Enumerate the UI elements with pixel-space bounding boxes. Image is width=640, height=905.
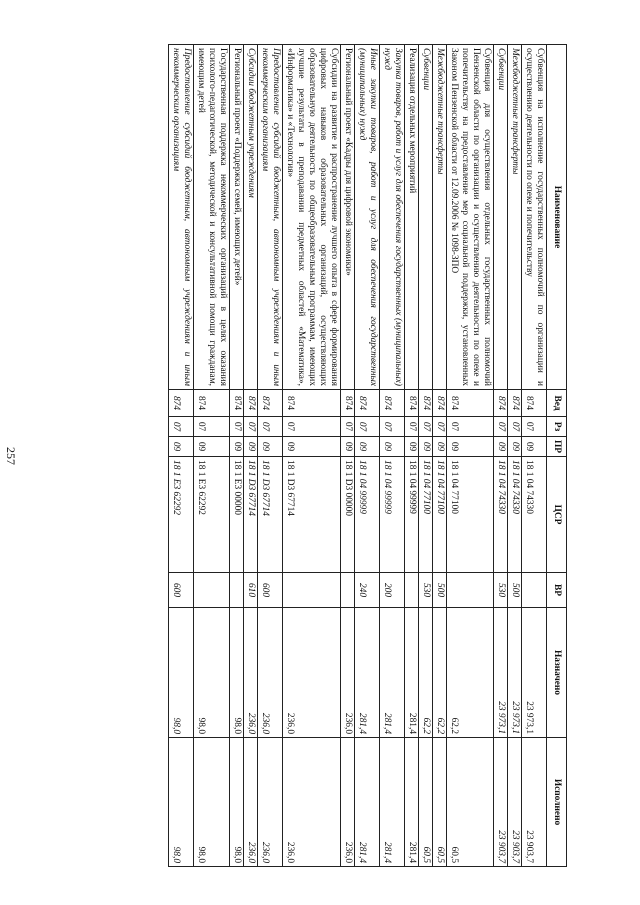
header-executed: Исполнено xyxy=(547,738,567,867)
row-vr xyxy=(341,573,355,608)
row-ved: 874 xyxy=(230,390,244,417)
row-ved: 874 xyxy=(355,390,380,417)
row-pr: 09 xyxy=(194,437,230,457)
row-executed: 236,0 xyxy=(341,738,355,867)
row-name: Межбюджетные трансферты xyxy=(433,45,447,390)
row-name: Субсидии на развитие и распространение лучшего опыта в сфере формирования цифровых навыков образовательных организаций, осуществляющих образовательную деятельность по общеобразовательным программам, имеющих лучшие результаты в преподавании предметных областей «Математика», «Информатика» и «Технология» xyxy=(283,45,341,390)
row-pr: 09 xyxy=(230,437,244,457)
row-vr xyxy=(405,573,419,608)
table-row xyxy=(380,45,405,867)
row-pr: 09 xyxy=(433,437,447,457)
row-rz: 07 xyxy=(522,417,547,437)
row-name: Предоставление субсидий бюджетным, автономным учреждениям и иным некоммерческим организациям xyxy=(258,45,283,390)
row-vr xyxy=(283,573,341,608)
row-executed: 236,0 xyxy=(258,738,283,867)
header-pr: ПР xyxy=(547,437,567,457)
row-executed: 281,4 xyxy=(405,738,419,867)
row-assigned: 281,4 xyxy=(355,608,380,738)
row-name: Государственная поддержка некоммерческих организаций в целях оказания психолого-педагогической, методической и консультативной помощи гражданам, имеющим детей xyxy=(194,45,230,390)
row-vr xyxy=(230,573,244,608)
row-csr: 18 1 D3 00000 xyxy=(341,457,355,573)
row-name: Межбюджетные трансферты xyxy=(508,45,522,390)
row-pr: 09 xyxy=(522,437,547,457)
row-pr: 09 xyxy=(508,437,522,457)
row-rz: 07 xyxy=(169,417,194,437)
row-ved: 874 xyxy=(419,390,433,417)
table-header-row xyxy=(547,45,567,867)
row-pr: 09 xyxy=(258,437,283,457)
row-csr: 18 1 04 74330 xyxy=(522,457,547,573)
table-row xyxy=(405,45,419,867)
row-assigned: 23 973,1 xyxy=(522,608,547,738)
row-vr: 530 xyxy=(419,573,433,608)
row-assigned: 62,2 xyxy=(433,608,447,738)
row-assigned: 236,0 xyxy=(244,608,258,738)
row-rz: 07 xyxy=(494,417,508,437)
row-name: Субвенция на исполнение государственных полномочий по организации и осуществлению деятельности по опеке и попечительству xyxy=(522,45,547,390)
header-vr: ВР xyxy=(547,573,567,608)
row-ved: 874 xyxy=(194,390,230,417)
row-executed: 60,5 xyxy=(419,738,433,867)
table-row xyxy=(522,45,547,867)
row-executed: 60,5 xyxy=(433,738,447,867)
row-name: Предоставление субсидий бюджетным, автономным учреждениям и иным некоммерческим организациям xyxy=(169,45,194,390)
row-name: Субвенции xyxy=(494,45,508,390)
row-ved: 874 xyxy=(283,390,341,417)
table-row xyxy=(194,45,230,867)
row-vr: 500 xyxy=(433,573,447,608)
row-pr: 09 xyxy=(283,437,341,457)
row-pr: 09 xyxy=(244,437,258,457)
row-name: Реализация отдельных мероприятий xyxy=(405,45,419,390)
row-vr xyxy=(447,573,494,608)
budget-table xyxy=(168,44,567,867)
row-rz: 07 xyxy=(258,417,283,437)
row-assigned: 62,2 xyxy=(419,608,433,738)
table-row xyxy=(508,45,522,867)
row-csr: 18 1 04 99999 xyxy=(405,457,419,573)
row-rz: 07 xyxy=(230,417,244,437)
header-name: Наименование xyxy=(547,45,567,390)
row-ved: 874 xyxy=(508,390,522,417)
row-rz: 07 xyxy=(508,417,522,437)
row-pr: 09 xyxy=(380,437,405,457)
row-rz: 07 xyxy=(419,417,433,437)
row-executed: 60,5 xyxy=(447,738,494,867)
row-ved: 874 xyxy=(380,390,405,417)
row-csr: 18 1 E3 00000 xyxy=(230,457,244,573)
row-vr xyxy=(522,573,547,608)
header-rz: Рз xyxy=(547,417,567,437)
row-vr xyxy=(194,573,230,608)
row-vr: 530 xyxy=(494,573,508,608)
row-ved: 874 xyxy=(169,390,194,417)
row-executed: 23 903,7 xyxy=(508,738,522,867)
table-row xyxy=(230,45,244,867)
page-number: 257 xyxy=(4,447,18,465)
row-assigned: 23 973,1 xyxy=(494,608,508,738)
row-assigned: 62,2 xyxy=(447,608,494,738)
row-executed: 281,4 xyxy=(355,738,380,867)
row-name: Иные закупки товаров, работ и услуг для обеспечения государственных (муниципальных) нужд xyxy=(355,45,380,390)
row-executed: 236,0 xyxy=(283,738,341,867)
table-row xyxy=(494,45,508,867)
row-rz: 07 xyxy=(355,417,380,437)
header-ved: Вед xyxy=(547,390,567,417)
row-pr: 09 xyxy=(405,437,419,457)
row-assigned: 98,0 xyxy=(194,608,230,738)
row-csr: 18 1 E3 62292 xyxy=(169,457,194,573)
row-vr: 610 xyxy=(244,573,258,608)
table-row xyxy=(283,45,341,867)
table-row xyxy=(355,45,380,867)
row-name: Субсидии бюджетным учреждениям xyxy=(244,45,258,390)
row-rz: 07 xyxy=(194,417,230,437)
row-csr: 18 1 04 74330 xyxy=(494,457,508,573)
row-pr: 09 xyxy=(169,437,194,457)
row-rz: 07 xyxy=(341,417,355,437)
row-ved: 874 xyxy=(258,390,283,417)
rotated-table-container xyxy=(115,44,567,866)
row-csr: 18 1 04 99999 xyxy=(380,457,405,573)
row-ved: 874 xyxy=(405,390,419,417)
row-assigned: 236,0 xyxy=(258,608,283,738)
row-ved: 874 xyxy=(447,390,494,417)
header-assigned: Назначено xyxy=(547,608,567,738)
row-pr: 09 xyxy=(447,437,494,457)
row-assigned: 236,0 xyxy=(283,608,341,738)
table-row xyxy=(419,45,433,867)
row-rz: 07 xyxy=(433,417,447,437)
row-rz: 07 xyxy=(380,417,405,437)
table-row xyxy=(244,45,258,867)
table-row xyxy=(258,45,283,867)
row-pr: 09 xyxy=(419,437,433,457)
row-rz: 07 xyxy=(283,417,341,437)
row-vr: 240 xyxy=(355,573,380,608)
row-assigned: 281,4 xyxy=(380,608,405,738)
row-rz: 07 xyxy=(244,417,258,437)
row-ved: 874 xyxy=(494,390,508,417)
row-name: Субвенция для осуществления отдельных государственных полномочий Пензенской области по организации и осуществлению деятельности по опеке и попечительству на предоставление мер социальной поддержки, установленных Законом Пензенской области от 12.09.2006 № 1098-ЗПО xyxy=(447,45,494,390)
row-pr: 09 xyxy=(494,437,508,457)
row-csr: 18 1 04 77100 xyxy=(419,457,433,573)
row-name: Региональный проект «Поддержка семей, имеющих детей» xyxy=(230,45,244,390)
row-executed: 23 903,7 xyxy=(522,738,547,867)
row-assigned: 98,0 xyxy=(230,608,244,738)
table-row xyxy=(447,45,494,867)
row-name: Региональный проект «Кадры для цифровой экономики» xyxy=(341,45,355,390)
row-csr: 18 1 04 74330 xyxy=(508,457,522,573)
row-name: Субвенции xyxy=(419,45,433,390)
row-ved: 874 xyxy=(522,390,547,417)
row-ved: 874 xyxy=(341,390,355,417)
row-executed: 98,0 xyxy=(169,738,194,867)
row-vr: 600 xyxy=(258,573,283,608)
table-row xyxy=(433,45,447,867)
row-pr: 09 xyxy=(355,437,380,457)
row-vr: 500 xyxy=(508,573,522,608)
row-name: Закупка товаров, работ и услуг для обеспечения государственных (муниципальных) нужд xyxy=(380,45,405,390)
table-row xyxy=(169,45,194,867)
row-rz: 07 xyxy=(447,417,494,437)
row-csr: 18 1 D3 67714 xyxy=(258,457,283,573)
row-assigned: 281,4 xyxy=(405,608,419,738)
row-vr: 600 xyxy=(169,573,194,608)
row-csr: 18 1 D3 67714 xyxy=(244,457,258,573)
row-executed: 98,0 xyxy=(230,738,244,867)
row-csr: 18 1 D3 67714 xyxy=(283,457,341,573)
row-csr: 18 1 04 77100 xyxy=(433,457,447,573)
row-executed: 98,0 xyxy=(194,738,230,867)
row-executed: 236,0 xyxy=(244,738,258,867)
row-executed: 23 903,7 xyxy=(494,738,508,867)
header-csr: ЦСР xyxy=(547,457,567,573)
row-csr: 18 1 04 77100 xyxy=(447,457,494,573)
row-csr: 18 1 E3 62292 xyxy=(194,457,230,573)
row-assigned: 23 973,1 xyxy=(508,608,522,738)
row-pr: 09 xyxy=(341,437,355,457)
row-vr: 200 xyxy=(380,573,405,608)
row-assigned: 98,0 xyxy=(169,608,194,738)
row-executed: 281,4 xyxy=(380,738,405,867)
row-rz: 07 xyxy=(405,417,419,437)
row-csr: 18 1 04 99999 xyxy=(355,457,380,573)
row-ved: 874 xyxy=(433,390,447,417)
row-ved: 874 xyxy=(244,390,258,417)
table-row xyxy=(341,45,355,867)
row-assigned: 236,0 xyxy=(341,608,355,738)
